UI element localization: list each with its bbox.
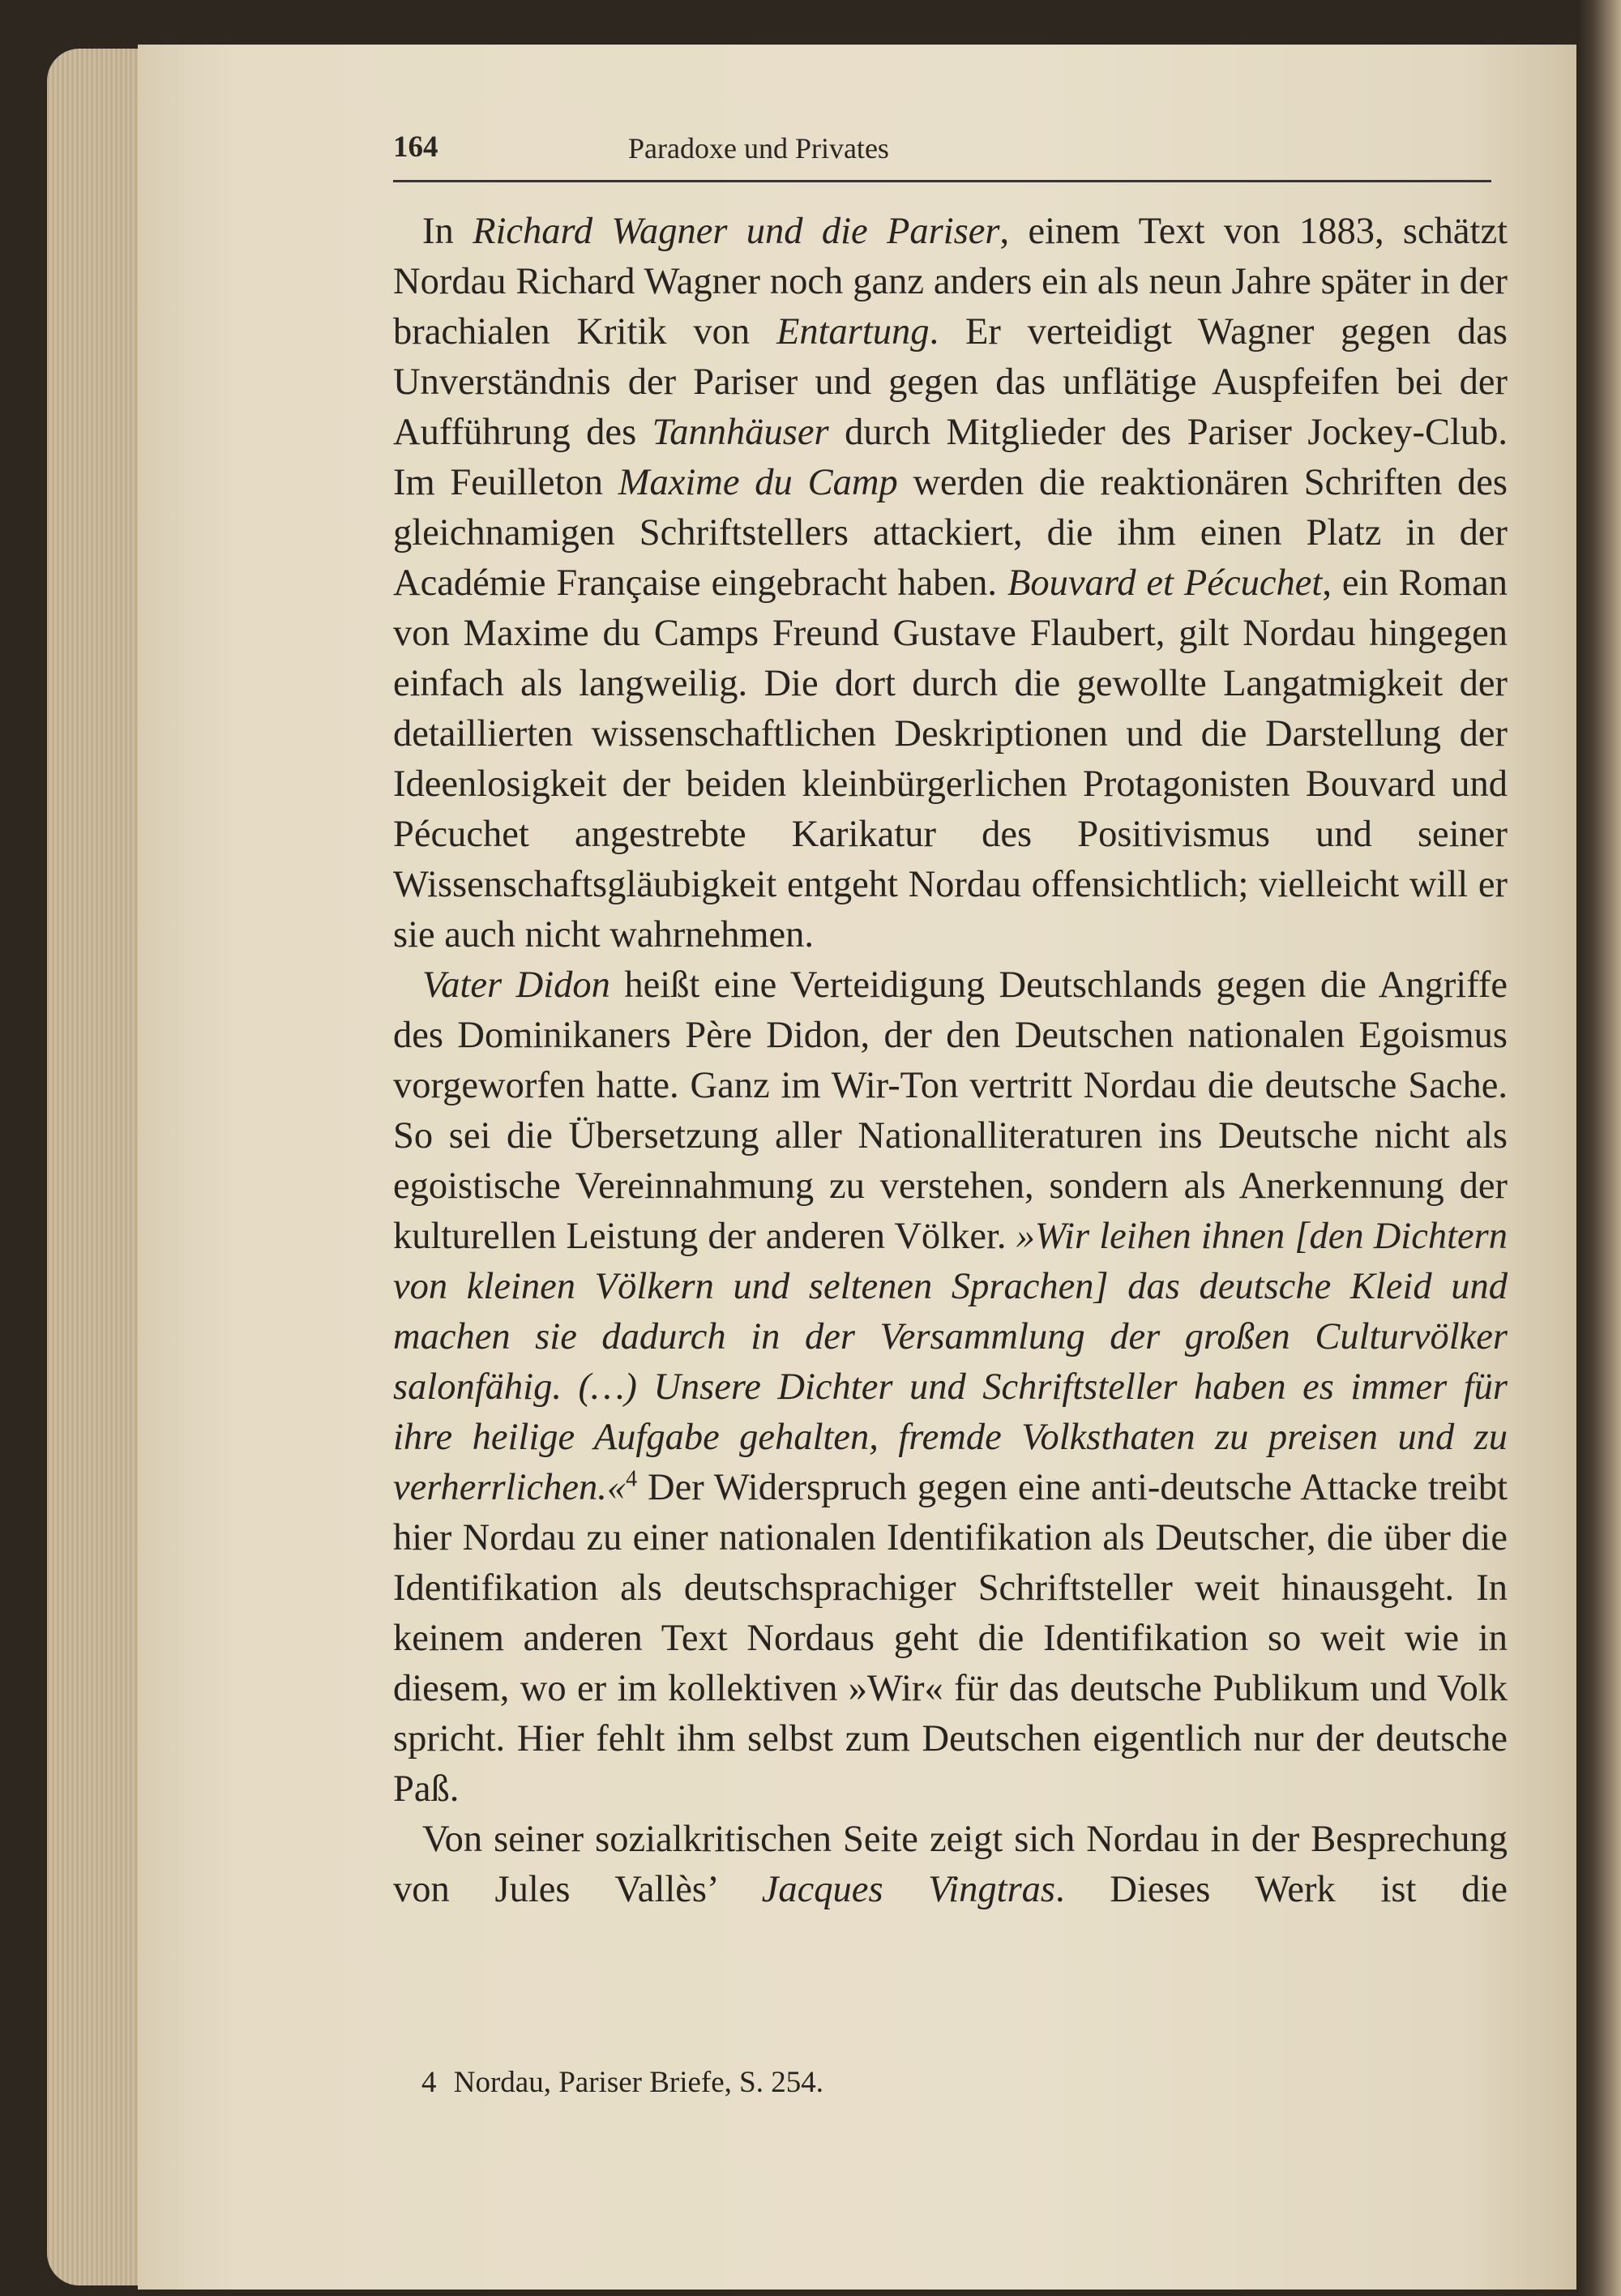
italic-run: Vater Didon xyxy=(422,964,610,1006)
italic-run: »Wir leihen ihnen [den Dichtern von kleinen Völkern und seltenen Sprachen] das deutsche Kleid und machen sie dadurch in der Versammlung der großen Culturvölker salonfähig. (…) Unsere Dichter und Schriftsteller haben es immer für ihre heilige Aufgabe gehalten, fremde Volksthaten zu preisen und zu verherrlichen.« xyxy=(393,1216,1508,1508)
footnote-text: Nordau, Pariser Briefe, S. 254. xyxy=(453,2066,823,2099)
italic-run: Entartung xyxy=(776,311,930,353)
footnote xyxy=(421,2065,823,2100)
footnote-ref: 4 xyxy=(626,1466,638,1492)
right-page-edge xyxy=(1576,0,1621,2296)
italic-run: Tannhäuser xyxy=(652,412,829,453)
paragraph-3 xyxy=(393,1815,1508,1915)
text-run: werden die reaktionären Schriften des gleichnamigen Schriftstellers attackiert, die ihm einen Platz in der Académie Française eingebracht haben. xyxy=(393,462,1508,604)
running-head: Paradoxe und Privates xyxy=(628,132,889,165)
paragraph-1 xyxy=(393,207,1508,960)
body-text xyxy=(393,207,1508,1915)
page-number: 164 xyxy=(393,130,438,164)
paragraph-2 xyxy=(393,960,1508,1815)
text-run: heißt eine Verteidigung Deutschlands gegen die Angriffe des Dominikaners Père Didon, der den Deutschen nationalen Egoismus vorgeworfen hatte. Ganz im Wir-Ton vertritt Nordau die deutsche Sache. So sei die Übersetzung aller Nationalliteraturen ins Deutsche nicht als egoistische Vereinnahmung zu verstehen, sondern als Anerkennung der kulturellen Leistung der anderen Völker. xyxy=(393,964,1508,1257)
italic-run: Maxime du Camp xyxy=(618,462,898,503)
text-run: Der Widerspruch gegen eine anti-deutsche Attacke treibt hier Nordau zu einer nationalen Identifikation als Deutscher, die über die Identifikation als deutschsprachiger Schriftsteller weit hinausgeht. In keinem anderen Text Nordaus geht die Identifikation so weit wie in diesem, wo er im kollektiven »Wir« für das deutsche Publikum und Volk spricht. Hier fehlt ihm selbst zum Deutschen eigentlich nur der deutsche Paß. xyxy=(393,1467,1508,1810)
italic-run: Jacques Vingtras xyxy=(761,1869,1056,1910)
text-run: Von seiner sozialkritischen Seite zeigt sich Nordau in der Besprechung von Jules Vallès’ xyxy=(393,1819,1508,1910)
italic-run: Bouvard et Pécuchet xyxy=(1007,562,1323,604)
footnote-number: 4 xyxy=(421,2066,437,2099)
italic-run: Richard Wagner und die Pariser xyxy=(473,211,1000,252)
text-run: durch Mitglieder des Pariser Jockey-Club. Im Feuilleton xyxy=(393,412,1508,503)
text-run: . Er verteidigt Wagner gegen das Unverständnis der Pariser und gegen das unflätige Auspfeifen bei der Aufführung des xyxy=(393,311,1508,453)
text-run: , ein Roman von Maxime du Camps Freund Gustave Flaubert, gilt Nordau hingegen einfach als langweilig. Die dort durch die gewollte Langatmigkeit der detaillierten wissenschaftlichen Deskriptionen und die Darstellung der Ideenlosigkeit der beiden kleinbürgerlichen Protagonisten Bouvard und Pécuchet angestrebte Karikatur des Positivismus und seiner Wissenschaftsgläubigkeit entgeht Nordau offensichtlich; vielleicht will er sie auch nicht wahrnehmen. xyxy=(393,562,1508,956)
text-run: In xyxy=(422,211,473,252)
text-run: , einem Text von 1883, schätzt Nordau Richard Wagner noch ganz anders ein als neun Jahre später in der brachialen Kritik von xyxy=(393,211,1508,353)
text-run: . Dieses Werk ist die xyxy=(1055,1869,1508,1910)
page-header xyxy=(393,128,1491,182)
